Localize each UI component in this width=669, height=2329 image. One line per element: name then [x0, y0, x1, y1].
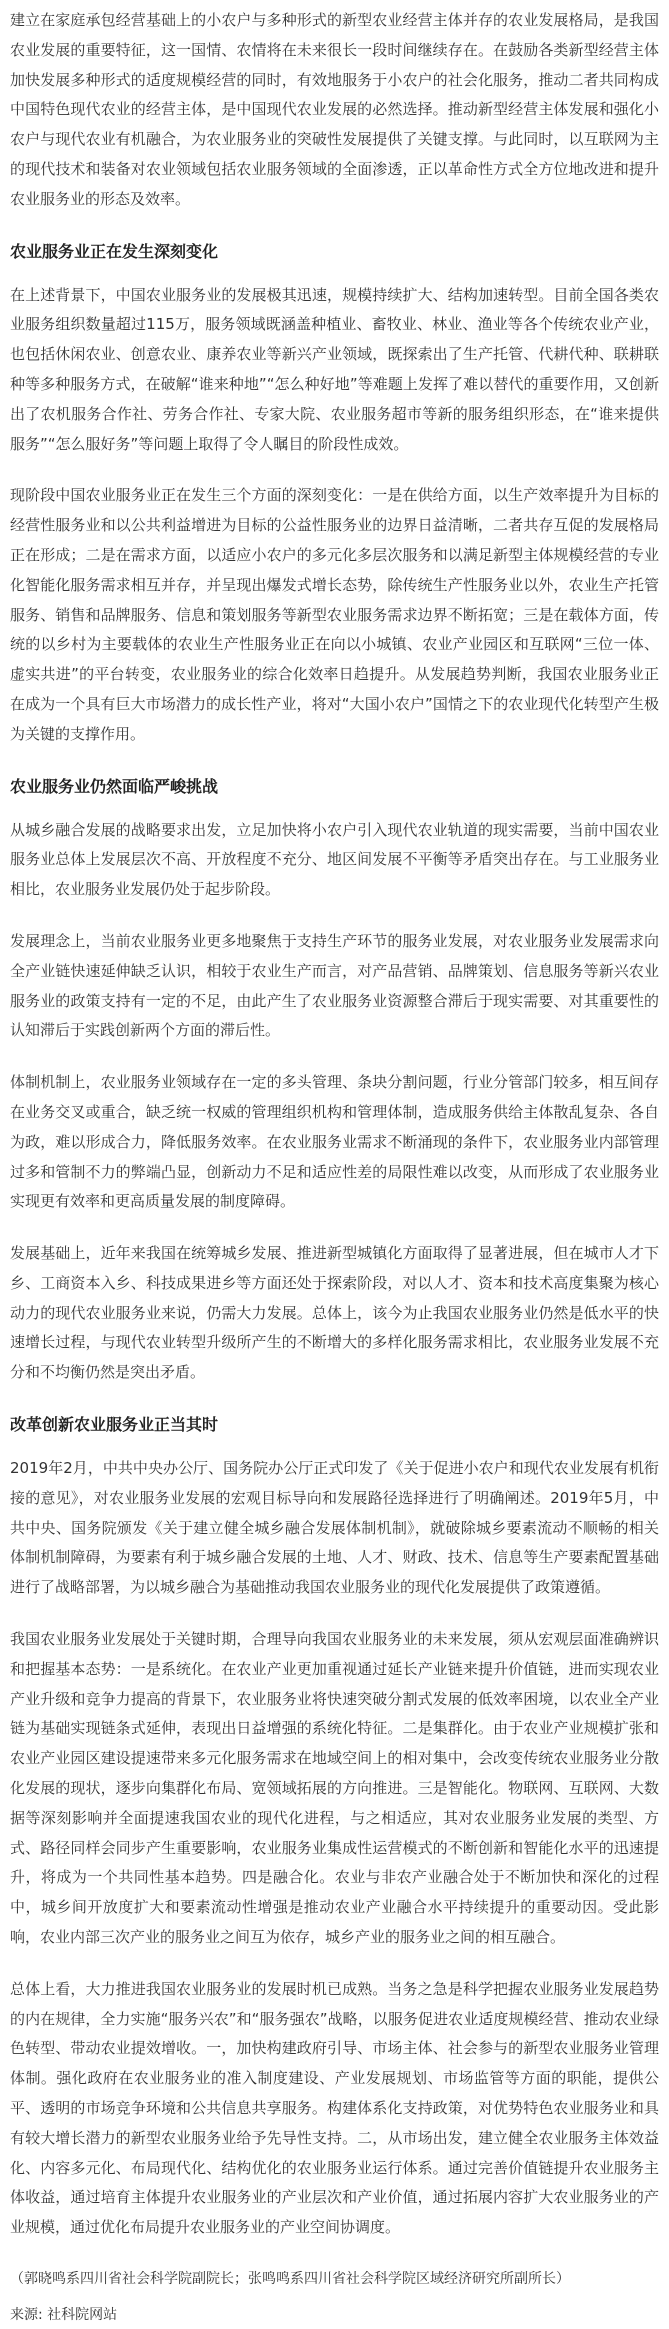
source-line: 来源: 社科院网站: [10, 2307, 118, 2323]
section-heading-challenges: 农业服务业仍然面临严峻挑战: [10, 776, 219, 796]
paragraph-reform-3: 总体上看，大力推进我国农业服务业的发展时机已成熟。当务之急是科学把握农业服务业发展趋势的内在规律，全力实施“服务兴农”和“服务强农”战略，以服务促进农业适度规模经营、推动农业绿色转型、带动农业提效增收。一，加快构建政府引导、市场主体、社会参与的新型农业服务业管理体制。强化政府在农业服务业的准入制度建设、产业发展规划、市场监管等方面的职能，提供公平、透明的市场竞争环境和公共信息共享服务。构建体系化支持政策，对优势特色农业服务业和具有较大增长潜力的新型农业服务业给予先导性支持。二，从市场出发，建立健全农业服务主体效益化、内容多元化、布局现代化、结构优化的农业服务业运行体系。通过完善价值链提升农业服务主体收益，通过培育主体提升农业服务业的产业层次和产业价值，通过拓展内容扩大农业服务业的产业规模，通过优化布局提升农业服务业的产业空间协调度。: [10, 1979, 659, 2237]
section-heading-changes: 农业服务业正在发生深刻变化: [10, 241, 219, 261]
section-heading-reform: 改革创新农业服务业正当其时: [10, 1415, 219, 1435]
paragraph-challenges-2: 发展理念上，当前农业服务业更多地聚焦于支持生产环节的服务业发展，对农业服务业发展需求向全产业链快速延伸缺乏认识，相较于农业生产而言，对产品营销、品牌策划、信息服务等新兴农业服务业的政策支持有一定的不足，由此产生了农业服务业资源整合滞后于现实需要、对其重要性的认知滞后于实践创新两个方面的滞后性。: [10, 931, 659, 1040]
author-note: （郭晓鸣系四川省社会科学院副院长；张鸣鸣系四川省社会科学院区域经济研究所副所长）: [10, 2271, 570, 2287]
paragraph-challenges-1: 从城乡融合发展的战略要求出发，立足加快将小农户引入现代农业轨道的现实需要，当前中国农业服务业总体上发展层次不高、开放程度不充分、地区间发展不平衡等矛盾突出存在。与工业服务业相比，农业服务业发展仍处于起步阶段。: [10, 820, 659, 899]
paragraph-reform-2: 我国农业服务业发展处于关键时期，合理导向我国农业服务业的未来发展，须从宏观层面准确辨识和把握基本态势：一是系统化。在农业产业更加重视通过延长产业链来提升价值链，进而实现农业产业升级和竞争力提高的背景下，农业服务业将快速突破分割式发展的低效率困境，以农业全产业链为基础实现链条式延伸，表现出日益增强的系统化特征。二是集群化。由于农业产业规模扩张和农业产业园区建设提速带来多元化服务需求在地域空间上的相对集中，会改变传统农业服务业分散化发展的现状，逐步向集群化布局、宽领域拓展的方向推进。三是智能化。物联网、互联网、大数据等深刻影响并全面提速我国农业的现代化进程，与之相适应，其对农业服务业发展的类型、方式、路径同样会同步产生重要影响，农业服务业集成性运营模式的不断创新和智能化水平的迅速提升，将成为一个共同性基本趋势。四是融合化。农业与非农产业融合处于不断加快和深化的过程中，城乡间开放度扩大和要素流动性增强是推动农业产业融合水平持续提升的重要动因。受此影响，农业内部三次产业的服务业之间互为依存，城乡产业的服务业之间的相互融合。: [10, 1630, 659, 1947]
paragraph-challenges-3: 体制机制上，农业服务业领域存在一定的多头管理、条块分割问题，行业分管部门较多，相互间存在业务交叉或重合，缺乏统一权威的管理组织机构和管理体制，造成服务供给主体散乱复杂、各自为政，难以形成合力，降低服务效率。在农业服务业需求不断涌现的条件下，农业服务业内部管理过多和管制不力的弊端凸显，创新动力不足和适应性差的局限性难以改变，从而形成了农业服务业实现更有效率和更高质量发展的制度障碍。: [10, 1073, 659, 1211]
paragraph-intro: 建立在家庭承包经营基础上的小农户与多种形式的新型农业经营主体并存的农业发展格局，是我国农业发展的重要特征，这一国情、农情将在未来很长一段时间继续存在。在鼓励各类新型经营主体加快发展多种形式的适度规模经营的同时，有效地服务于小农户的社会化服务，推动二者共同构成中国特色现代农业的经营主体，是中国现代农业发展的必然选择。推动新型经营主体发展和强化小农户与现代农业有机融合，为农业服务业的突破性发展提供了关键支撑。与此同时，以互联网为主的现代技术和装备对农业领域包括农业服务领域的全面渗透，正以革命性方式全方位地改进和提升农业服务业的形态及效率。: [10, 11, 659, 208]
paragraph-challenges-4: 发展基础上，近年来我国在统筹城乡发展、推进新型城镇化方面取得了显著进展，但在城市人才下乡、工商资本入乡、科技成果进乡等方面还处于探索阶段，对以人才、资本和技术高度集聚为核心动力的现代农业服务业来说，仍需大力发展。总体上，该今为止我国农业服务业仍然是低水平的快速增长过程，与现代农业转型升级所产生的不断增大的多样化服务需求相比，农业服务业发展不充分和不均衡仍然是突出矛盾。: [10, 1244, 659, 1382]
paragraph-changes-1: 在上述背景下，中国农业服务业的发展极其迅速，规模持续扩大、结构加速转型。目前全国各类农业服务组织数量超过115万，服务领域既涵盖种植业、畜牧业、林业、渔业等各个传统农业产业，也包括休闲农业、创意农业、康养农业等新兴产业领域，既探索出了生产托管、代耕代种、联耕联种等多种服务方式，在破解“谁来种地”“怎么种好地”等难题上发挥了难以替代的重要作用，又创新出了农机服务合作社、劳务合作社、专家大院、农业服务超市等新的服务组织形态，在“谁来提供服务”“怎么服好务”等问题上取得了令人瞩目的阶段性成效。: [10, 285, 659, 453]
paragraph-reform-1: 2019年2月，中共中央办公厅、国务院办公厅正式印发了《关于促进小农户和现代农业发展有机衔接的意见》，对农业服务业发展的宏观目标导向和发展路径选择进行了明确阐述。2019年5月，中共中央、国务院颁发《关于建立健全城乡融合发展体制机制》，就破除城乡要素流动不顺畅的相关体制机制障碍，为要素有利于城乡融合发展的土地、人才、财政、技术、信息等生产要素配置基础进行了战略部署，为以城乡融合为基础推动我国农业服务业的现代化发展提供了政策遵循。: [10, 1459, 659, 1597]
paragraph-changes-2: 现阶段中国农业服务业正在发生三个方面的深刻变化：一是在供给方面，以生产效率提升为目标的经营性服务业和以公共利益增进为目标的公益性服务业的边界日益清晰，二者共存互促的发展格局正在形成；二是在需求方面，以适应小农户的多元化多层次服务和以满足新型主体规模经营的专业化智能化服务需求相互并存，并呈现出爆发式增长态势，除传统生产性服务业以外，农业生产托管服务、销售和品牌服务、信息和策划服务等新型农业服务需求边界不断拓宽；三是在载体方面，传统的以乡村为主要载体的农业生产性服务业正在向以小城镇、农业产业园区和互联网“三位一体、虚实共进”的平台转变，农业服务业的综合化效率日趋提升。从发展趋势判断，我国农业服务业正在成为一个具有巨大市场潜力的成长性产业，将对“大国小农户”国情之下的农业现代化转型产生极为关键的支撑作用。: [10, 486, 659, 743]
